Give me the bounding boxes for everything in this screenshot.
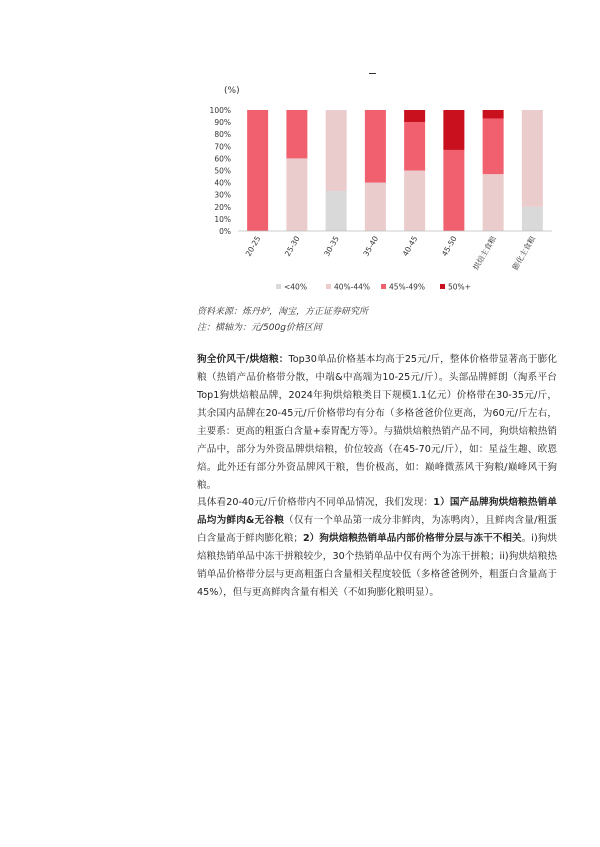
- bar-segment: [247, 110, 268, 231]
- bar-segment: [404, 171, 425, 232]
- bar-segment: [483, 174, 504, 231]
- paragraph-body: Top30单品价格基本均高于25元/斤，整体价格带显著高于膨化粮（热销产品价格带分散，中端&中高端为10-25元/斤）。头部品牌鲜朗（淘系平台Top1狗烘焙粮品牌，2024年狗烘焙粮类目下规模1.1亿元）价格带在30-35元/斤，其余国内品牌在20-45元/斤价格带均有分布（多格爸爸价位更高，为60元/斤左右，主要系：更高的粗蛋白含量+泰胃配方等）。与猫烘焙粮热销产品不同，狗烘焙粮热销产品中，部分为外资品牌烘焙粮，价位较高（在45-70元/斤），如：星益生趣、欧恩焙。此外还有部分外资品牌风干粮，售价极高，如：巅峰微蒸风干狗粮/巅峰风干狗粮。: [197, 354, 557, 491]
- y-tick-label: 30%: [214, 190, 231, 200]
- y-tick-label: 100%: [209, 106, 231, 115]
- bar-segment: [483, 118, 504, 174]
- y-tick-label: 90%: [214, 118, 231, 128]
- bar-segment: [286, 110, 307, 158]
- legend-swatch: [326, 284, 331, 289]
- x-tick-label: 烘焙主食粮: [471, 234, 498, 272]
- y-tick-label: 20%: [214, 202, 231, 212]
- paragraph-heading: 狗全价风干/烘焙粮：: [197, 354, 289, 365]
- y-axis-unit-label: (%): [224, 86, 240, 96]
- source-note: 资料来源：炼丹炉，淘宝，方正证券研究所: [197, 307, 369, 317]
- axis-note: 注：横轴为：元/500g价格区间: [197, 323, 322, 333]
- x-tick-label: 45-50: [439, 234, 459, 258]
- y-tick-label: 0%: [219, 227, 231, 236]
- legend-label: 45%-49%: [389, 282, 426, 292]
- finding-1: 1）国产品牌狗烘焙粮热销单品均为鲜肉&无谷粮: [197, 497, 557, 526]
- bar-segment: [365, 183, 386, 231]
- y-tick-label: 50%: [214, 166, 231, 176]
- bar-segment: [443, 150, 464, 231]
- bar-segment: [326, 110, 347, 191]
- bar-segment: [326, 191, 347, 231]
- y-tick-label: 40%: [214, 178, 231, 188]
- paragraph-price-band-analysis: [197, 494, 557, 602]
- legend-swatch: [440, 284, 445, 289]
- x-tick-label: 25-30: [282, 234, 302, 258]
- legend-label: 40%-44%: [334, 282, 371, 292]
- y-tick-label: 60%: [214, 154, 231, 164]
- bar-segment: [522, 110, 543, 207]
- legend-label: 50%+: [448, 282, 471, 292]
- legend-swatch: [381, 284, 386, 289]
- finding-2: 2）狗烘焙粮热销单品内部价格带分层与冻干不相关: [302, 533, 522, 544]
- y-tick-label: 10%: [214, 214, 231, 224]
- bar-segment: [483, 110, 504, 118]
- bar-segment: [286, 158, 307, 231]
- y-tick-label: 80%: [214, 130, 231, 140]
- x-tick-label: 膨化主食粮: [510, 234, 538, 272]
- paragraph-intro: 具体看20-40元/斤价格带内不同单品情况，我们发现：: [197, 497, 434, 508]
- legend-swatch: [276, 284, 281, 289]
- legend-label: <40%: [284, 282, 307, 292]
- x-tick-label: 20-25: [243, 234, 263, 258]
- bar-segment: [404, 122, 425, 170]
- finding-2-detail: 。i)狗烘焙粮热销单品中冻干拼粮较少，30个热销单品中仅有两个为冻干拼粮；ii)狗烘焙粮热销单品价格带分层与更高粗蛋白含量相关程度较低（多格爸爸例外，粗蛋白含量高于45%），但与更高鲜肉含量有相关（不如狗膨化粮明显）。: [197, 533, 557, 598]
- bar-segment: [443, 110, 464, 150]
- bar-segment: [365, 110, 386, 183]
- paragraph-dog-baked-food: [197, 351, 557, 495]
- top-dash: [369, 73, 376, 74]
- y-tick-label: 70%: [214, 142, 231, 152]
- x-tick-label: 30-35: [322, 234, 341, 258]
- price-tier-protein-chart: [196, 84, 566, 304]
- x-tick-label: 35-40: [361, 234, 381, 258]
- x-tick-label: 40-45: [400, 234, 420, 258]
- bar-segment: [404, 110, 425, 122]
- finding-1-detail: （仅有一个单品第一成分非鲜肉，为冻鸭肉），且鲜肉含量/粗蛋白含量高于鲜肉膨化粮；: [197, 515, 557, 544]
- bar-segment: [522, 207, 543, 231]
